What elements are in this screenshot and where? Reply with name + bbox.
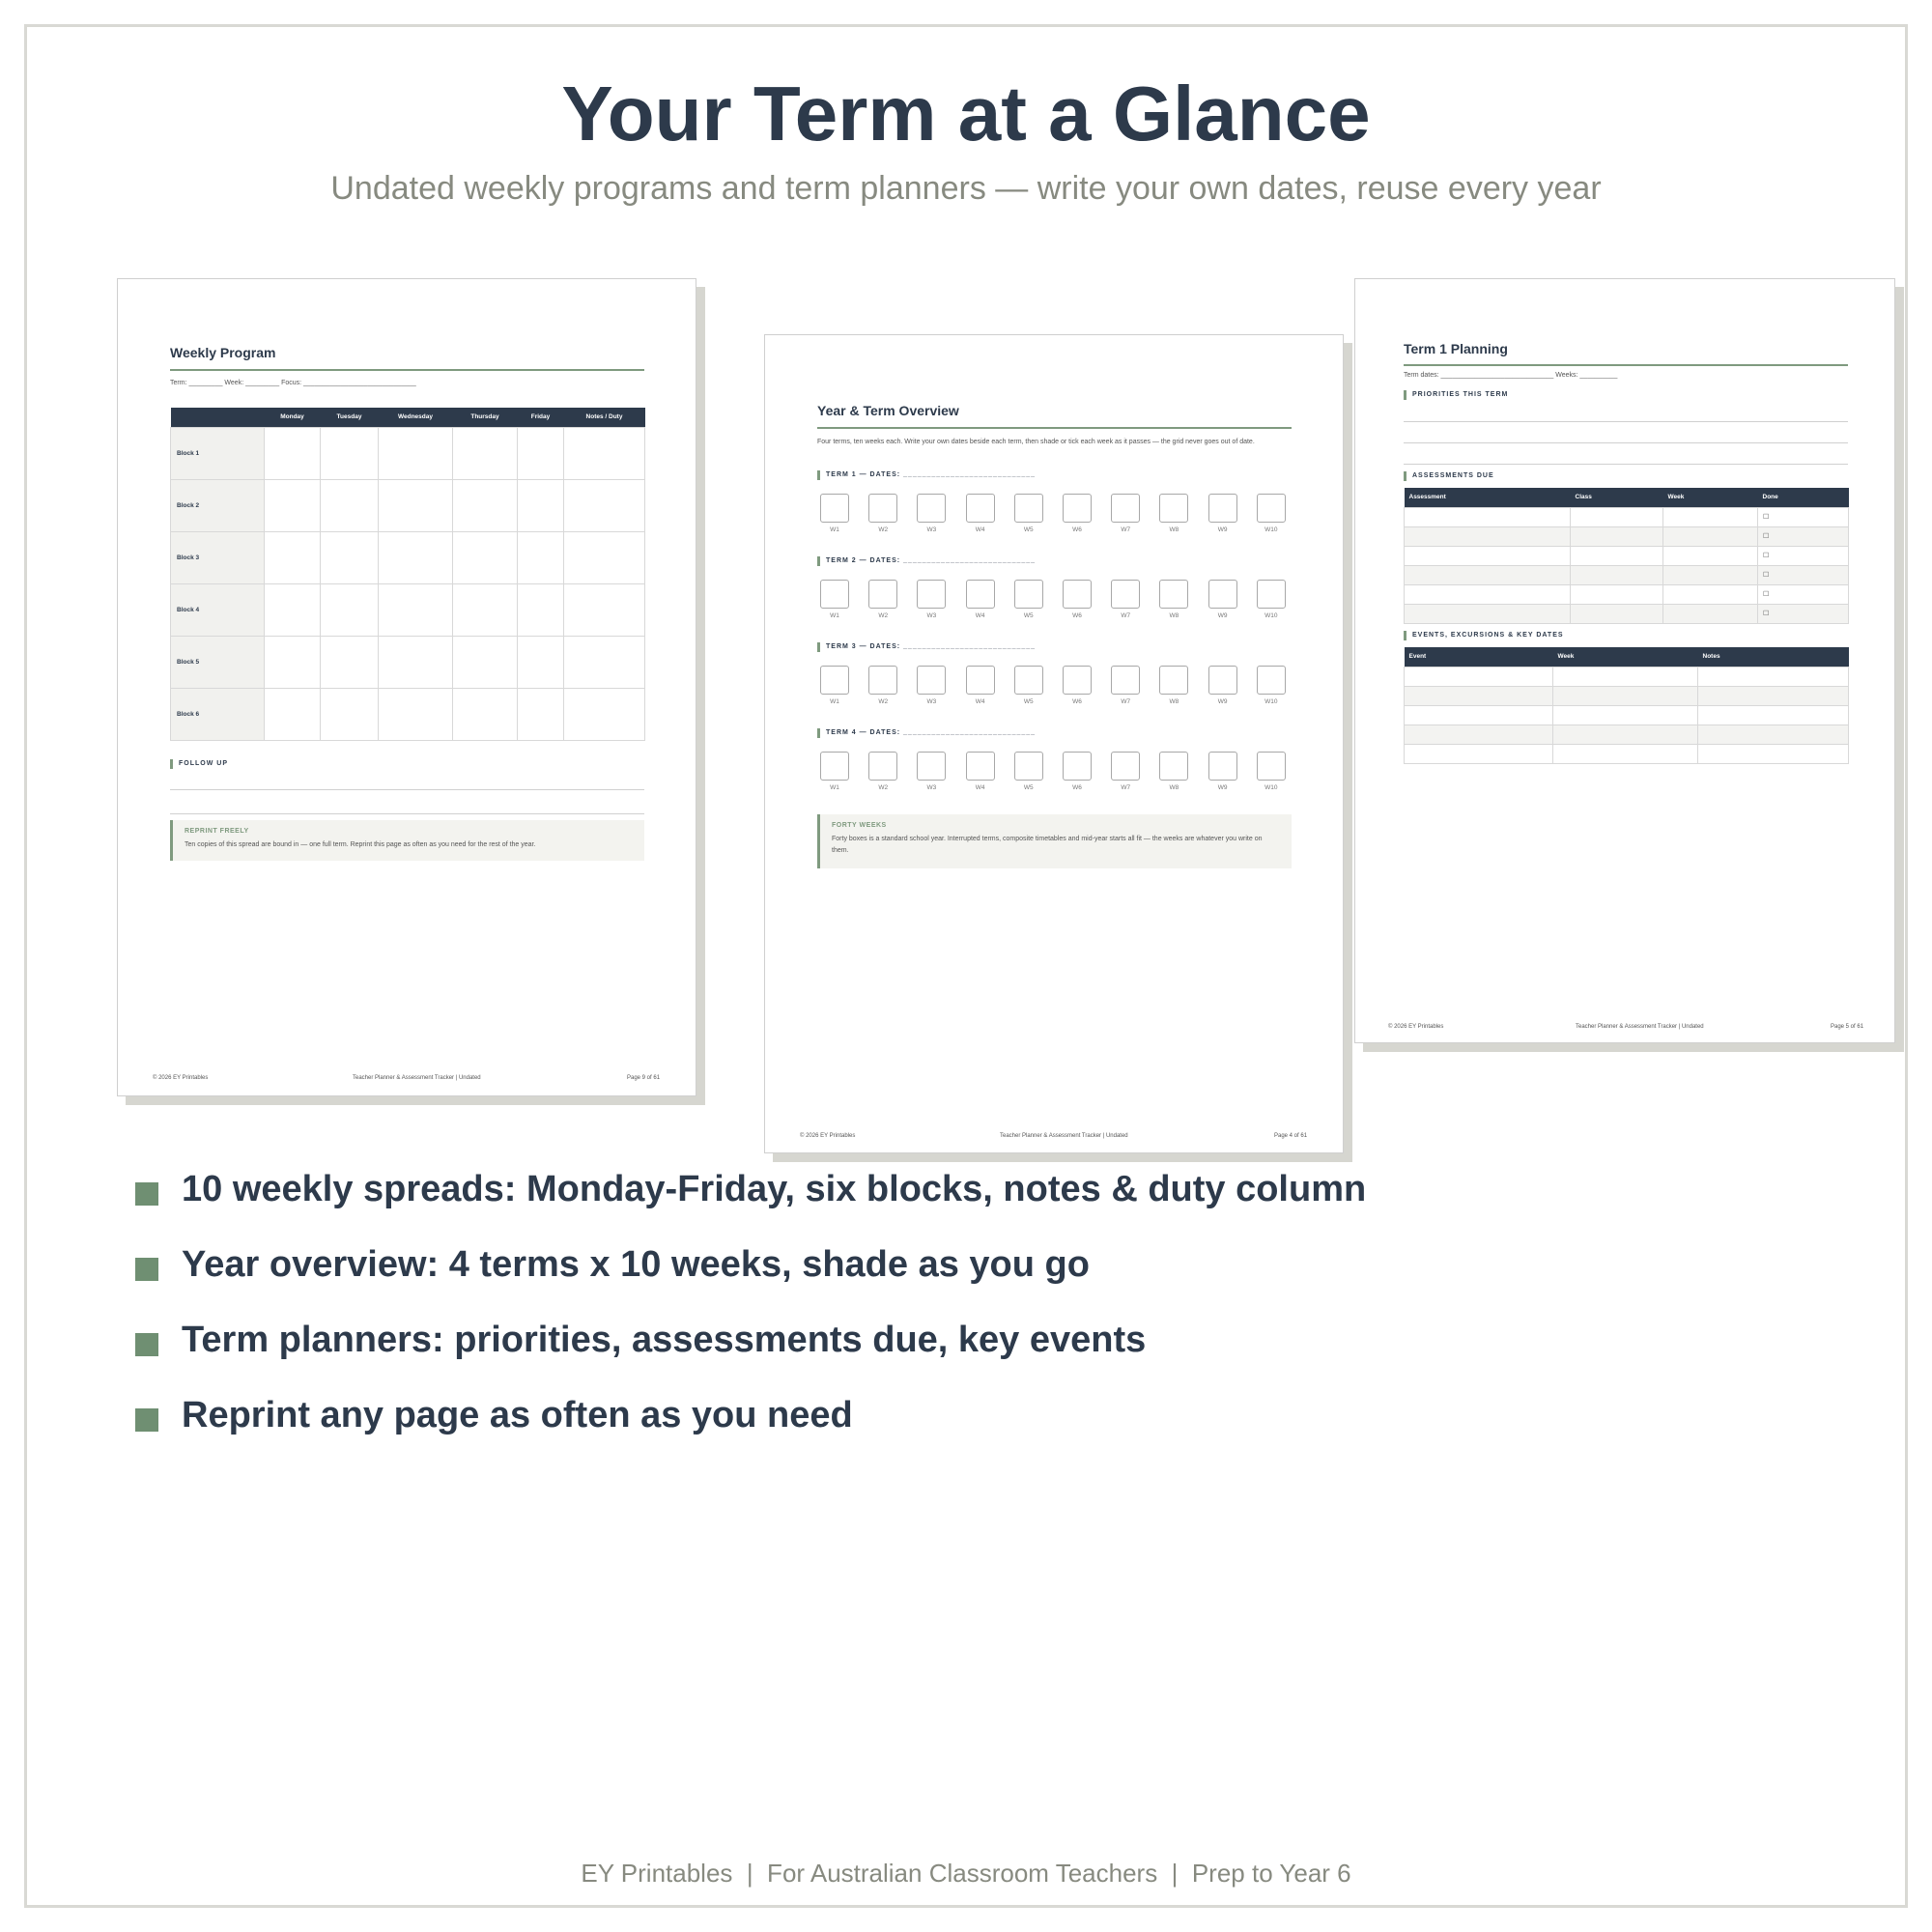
priorities-label: PRIORITIES THIS TERM (1404, 390, 1508, 400)
reprint-note (170, 820, 644, 861)
row-label: Block 3 (171, 531, 265, 583)
table-row (171, 427, 645, 479)
week-label: W4 (975, 784, 985, 791)
week-box[interactable] (1111, 580, 1140, 609)
table-row (1405, 526, 1849, 546)
week-label: W7 (1121, 698, 1131, 705)
bullet-square-icon (135, 1258, 158, 1281)
week-box[interactable] (1159, 752, 1188, 781)
week-box[interactable] (917, 580, 946, 609)
weekly-program-fields: Term: _________ Week: _________ Focus: ______________________________ (170, 380, 416, 386)
col-notes-duty: Notes / Duty (564, 408, 645, 427)
week-box[interactable] (1014, 580, 1043, 609)
table-row (1405, 507, 1849, 526)
forty-weeks-body: Forty boxes is a standard school year. Interrupted terms, composite timetables and mid-year starts all fit — the weeks are whatever you write on them. (832, 836, 1263, 854)
bullet-text: 10 weekly spreads: Monday-Friday, six blocks, notes & duty column (182, 1169, 1367, 1209)
week-box[interactable] (820, 666, 849, 695)
table-row (1405, 724, 1849, 744)
week-box[interactable] (1014, 666, 1043, 695)
row-label: Block 6 (171, 688, 265, 740)
follow-up-line (170, 813, 644, 814)
bullet-text: Year overview: 4 terms x 10 weeks, shade as you go (182, 1244, 1090, 1285)
week-label: W2 (878, 612, 889, 619)
bullet-square-icon (135, 1333, 158, 1356)
week-label: W1 (830, 784, 839, 791)
follow-up-line (170, 789, 644, 790)
col-event-week: Week (1553, 647, 1698, 667)
week-box[interactable] (1014, 752, 1043, 781)
week-label: W6 (1072, 698, 1082, 705)
forty-weeks-note (817, 814, 1292, 868)
week-box[interactable] (1111, 666, 1140, 695)
week-label: W9 (1217, 784, 1228, 791)
priority-line (1404, 442, 1848, 443)
assessments-label: ASSESSMENTS DUE (1404, 471, 1494, 481)
week-label: W6 (1072, 526, 1082, 533)
footer-center: Teacher Planner & Assessment Tracker | Undated (353, 1075, 481, 1081)
week-label: W3 (926, 612, 937, 619)
week-box[interactable] (966, 494, 995, 523)
row-label: Block 4 (171, 583, 265, 636)
week-label: W7 (1121, 784, 1131, 791)
term-dates-label: TERM 3 — DATES: ____________________________ (817, 642, 1036, 652)
week-label: W9 (1217, 612, 1228, 619)
footer-center: Teacher Planner & Assessment Tracker | Undated (1576, 1024, 1704, 1030)
done-checkbox[interactable]: ☐ (1758, 526, 1849, 546)
week-label: W8 (1169, 784, 1179, 791)
table-row (1405, 546, 1849, 565)
follow-up-label: FOLLOW UP (170, 759, 228, 769)
col-assessment: Assessment (1405, 488, 1571, 507)
week-box[interactable] (917, 752, 946, 781)
priority-line (1404, 464, 1848, 465)
bullet-square-icon (135, 1408, 158, 1432)
term-planning-page (1354, 278, 1895, 1043)
year-overview-title: Year & Term Overview (817, 403, 959, 418)
table-row (171, 531, 645, 583)
row-label: Block 5 (171, 636, 265, 688)
week-label: W1 (830, 698, 839, 705)
row-label: Block 1 (171, 427, 265, 479)
week-box[interactable] (917, 494, 946, 523)
week-box[interactable] (1208, 666, 1237, 695)
week-label: W9 (1217, 526, 1228, 533)
assessments-table (1404, 488, 1849, 624)
week-box[interactable] (1159, 666, 1188, 695)
week-label: W10 (1264, 612, 1278, 619)
title-rule (1404, 364, 1848, 366)
table-row (1405, 584, 1849, 604)
week-label: W5 (1023, 698, 1034, 705)
week-box[interactable] (868, 580, 897, 609)
bullet-text: Reprint any page as often as you need (182, 1395, 853, 1435)
col-week: Week (1663, 488, 1758, 507)
priority-line (1404, 421, 1848, 422)
week-box[interactable] (820, 580, 849, 609)
title-rule (817, 427, 1292, 429)
events-table (1404, 647, 1849, 764)
col-event: Event (1405, 647, 1553, 667)
bullet-square-icon (135, 1182, 158, 1206)
term-dates-label: TERM 4 — DATES: ____________________________ (817, 728, 1036, 738)
week-box[interactable] (966, 580, 995, 609)
week-label: W5 (1023, 784, 1034, 791)
table-row (1405, 686, 1849, 705)
week-box[interactable] (1111, 494, 1140, 523)
year-overview-intro: Four terms, ten weeks each. Write your own dates beside each term, then shade or tick each week as it passes — the grid never goes out of date. (817, 439, 1255, 445)
week-box[interactable] (1063, 580, 1092, 609)
events-header (1405, 647, 1849, 667)
week-box[interactable] (1159, 580, 1188, 609)
week-label: W2 (878, 526, 889, 533)
page-subtitle: Undated weekly programs and term planners — write your own dates, reuse every year (330, 170, 1602, 207)
week-box[interactable] (1208, 752, 1237, 781)
year-overview-page (764, 334, 1344, 1153)
table-row (1405, 667, 1849, 686)
assessments-header (1405, 488, 1849, 507)
reprint-note-body: Ten copies of this spread are bound in — one full term. Reprint this page as often as you need for the rest of the year. (185, 841, 536, 848)
week-label: W3 (926, 784, 937, 791)
week-label: W1 (830, 612, 839, 619)
term-dates-label: TERM 1 — DATES: ____________________________ (817, 470, 1036, 480)
table-row (1405, 604, 1849, 623)
col-tuesday: Tuesday (321, 408, 379, 427)
done-checkbox[interactable]: ☐ (1758, 507, 1849, 526)
week-box[interactable] (1208, 580, 1237, 609)
row-label: Block 2 (171, 479, 265, 531)
table-row (1405, 744, 1849, 763)
week-label: W7 (1121, 612, 1131, 619)
bottom-tagline: EY Printables | For Australian Classroom Teachers | Prep to Year 6 (581, 1859, 1351, 1888)
week-label: W9 (1217, 698, 1228, 705)
col-done: Done (1758, 488, 1849, 507)
week-label: W7 (1121, 526, 1131, 533)
week-label: W3 (926, 698, 937, 705)
col-event-notes: Notes (1698, 647, 1849, 667)
table-row (171, 636, 645, 688)
forty-weeks-title: FORTY WEEKS (832, 822, 887, 829)
col-friday: Friday (518, 408, 564, 427)
week-box[interactable] (1014, 494, 1043, 523)
week-label: W4 (975, 526, 985, 533)
col-thursday: Thursday (453, 408, 518, 427)
reprint-note-title: REPRINT FREELY (185, 828, 249, 835)
week-box[interactable] (966, 666, 995, 695)
footer-left: © 2026 EY Printables (800, 1133, 856, 1139)
footer-right: Page 4 of 61 (1274, 1133, 1308, 1139)
footer-left: © 2026 EY Printables (153, 1075, 209, 1081)
done-checkbox[interactable]: ☐ (1758, 584, 1849, 604)
col-class: Class (1571, 488, 1663, 507)
weekly-program-title: Weekly Program (170, 345, 276, 360)
week-box[interactable] (1208, 494, 1237, 523)
title-rule (170, 369, 644, 371)
week-label: W6 (1072, 612, 1082, 619)
done-checkbox[interactable]: ☐ (1758, 565, 1849, 584)
bullet-text: Term planners: priorities, assessments due, key events (182, 1320, 1147, 1360)
col-corner (171, 408, 265, 427)
table-row (171, 688, 645, 740)
week-label: W5 (1023, 526, 1034, 533)
week-label: W8 (1169, 612, 1179, 619)
page-title: Your Term at a Glance (561, 71, 1371, 156)
week-box[interactable] (917, 666, 946, 695)
week-box[interactable] (1257, 580, 1286, 609)
footer-center: Teacher Planner & Assessment Tracker | Undated (1000, 1133, 1128, 1139)
weekly-grid-header (171, 408, 645, 427)
table-row (1405, 565, 1849, 584)
col-monday: Monday (265, 408, 321, 427)
done-checkbox[interactable]: ☐ (1758, 604, 1849, 623)
week-box[interactable] (1159, 494, 1188, 523)
table-row (171, 479, 645, 531)
footer-right: Page 5 of 61 (1831, 1024, 1864, 1030)
week-label: W5 (1023, 612, 1034, 619)
weekly-grid (170, 408, 645, 741)
week-box[interactable] (1257, 666, 1286, 695)
week-label: W4 (975, 698, 985, 705)
done-checkbox[interactable]: ☐ (1758, 546, 1849, 565)
week-box[interactable] (1063, 752, 1092, 781)
week-label: W10 (1264, 784, 1278, 791)
week-box[interactable] (868, 752, 897, 781)
week-label: W2 (878, 698, 889, 705)
week-box[interactable] (1257, 752, 1286, 781)
table-row (1405, 705, 1849, 724)
week-box[interactable] (966, 752, 995, 781)
week-label: W3 (926, 526, 937, 533)
term-planning-title: Term 1 Planning (1404, 341, 1508, 356)
week-box[interactable] (820, 494, 849, 523)
term-planning-fields: Term dates: ______________________________ Weeks: __________ (1404, 372, 1618, 379)
week-box[interactable] (820, 752, 849, 781)
week-box[interactable] (1257, 494, 1286, 523)
week-label: W10 (1264, 526, 1278, 533)
week-label: W8 (1169, 698, 1179, 705)
footer-right: Page 9 of 61 (627, 1075, 661, 1081)
week-label: W4 (975, 612, 985, 619)
col-wednesday: Wednesday (379, 408, 453, 427)
week-label: W8 (1169, 526, 1179, 533)
week-box[interactable] (1111, 752, 1140, 781)
week-box[interactable] (868, 666, 897, 695)
week-label: W1 (830, 526, 839, 533)
week-label: W2 (878, 784, 889, 791)
week-box[interactable] (1063, 666, 1092, 695)
week-label: W10 (1264, 698, 1278, 705)
weekly-program-page (117, 278, 696, 1096)
footer-left: © 2026 EY Printables (1388, 1024, 1444, 1030)
week-box[interactable] (1063, 494, 1092, 523)
week-box[interactable] (868, 494, 897, 523)
term-dates-label: TERM 2 — DATES: ____________________________ (817, 556, 1036, 566)
table-row (171, 583, 645, 636)
week-label: W6 (1072, 784, 1082, 791)
events-label: EVENTS, EXCURSIONS & KEY DATES (1404, 631, 1564, 640)
